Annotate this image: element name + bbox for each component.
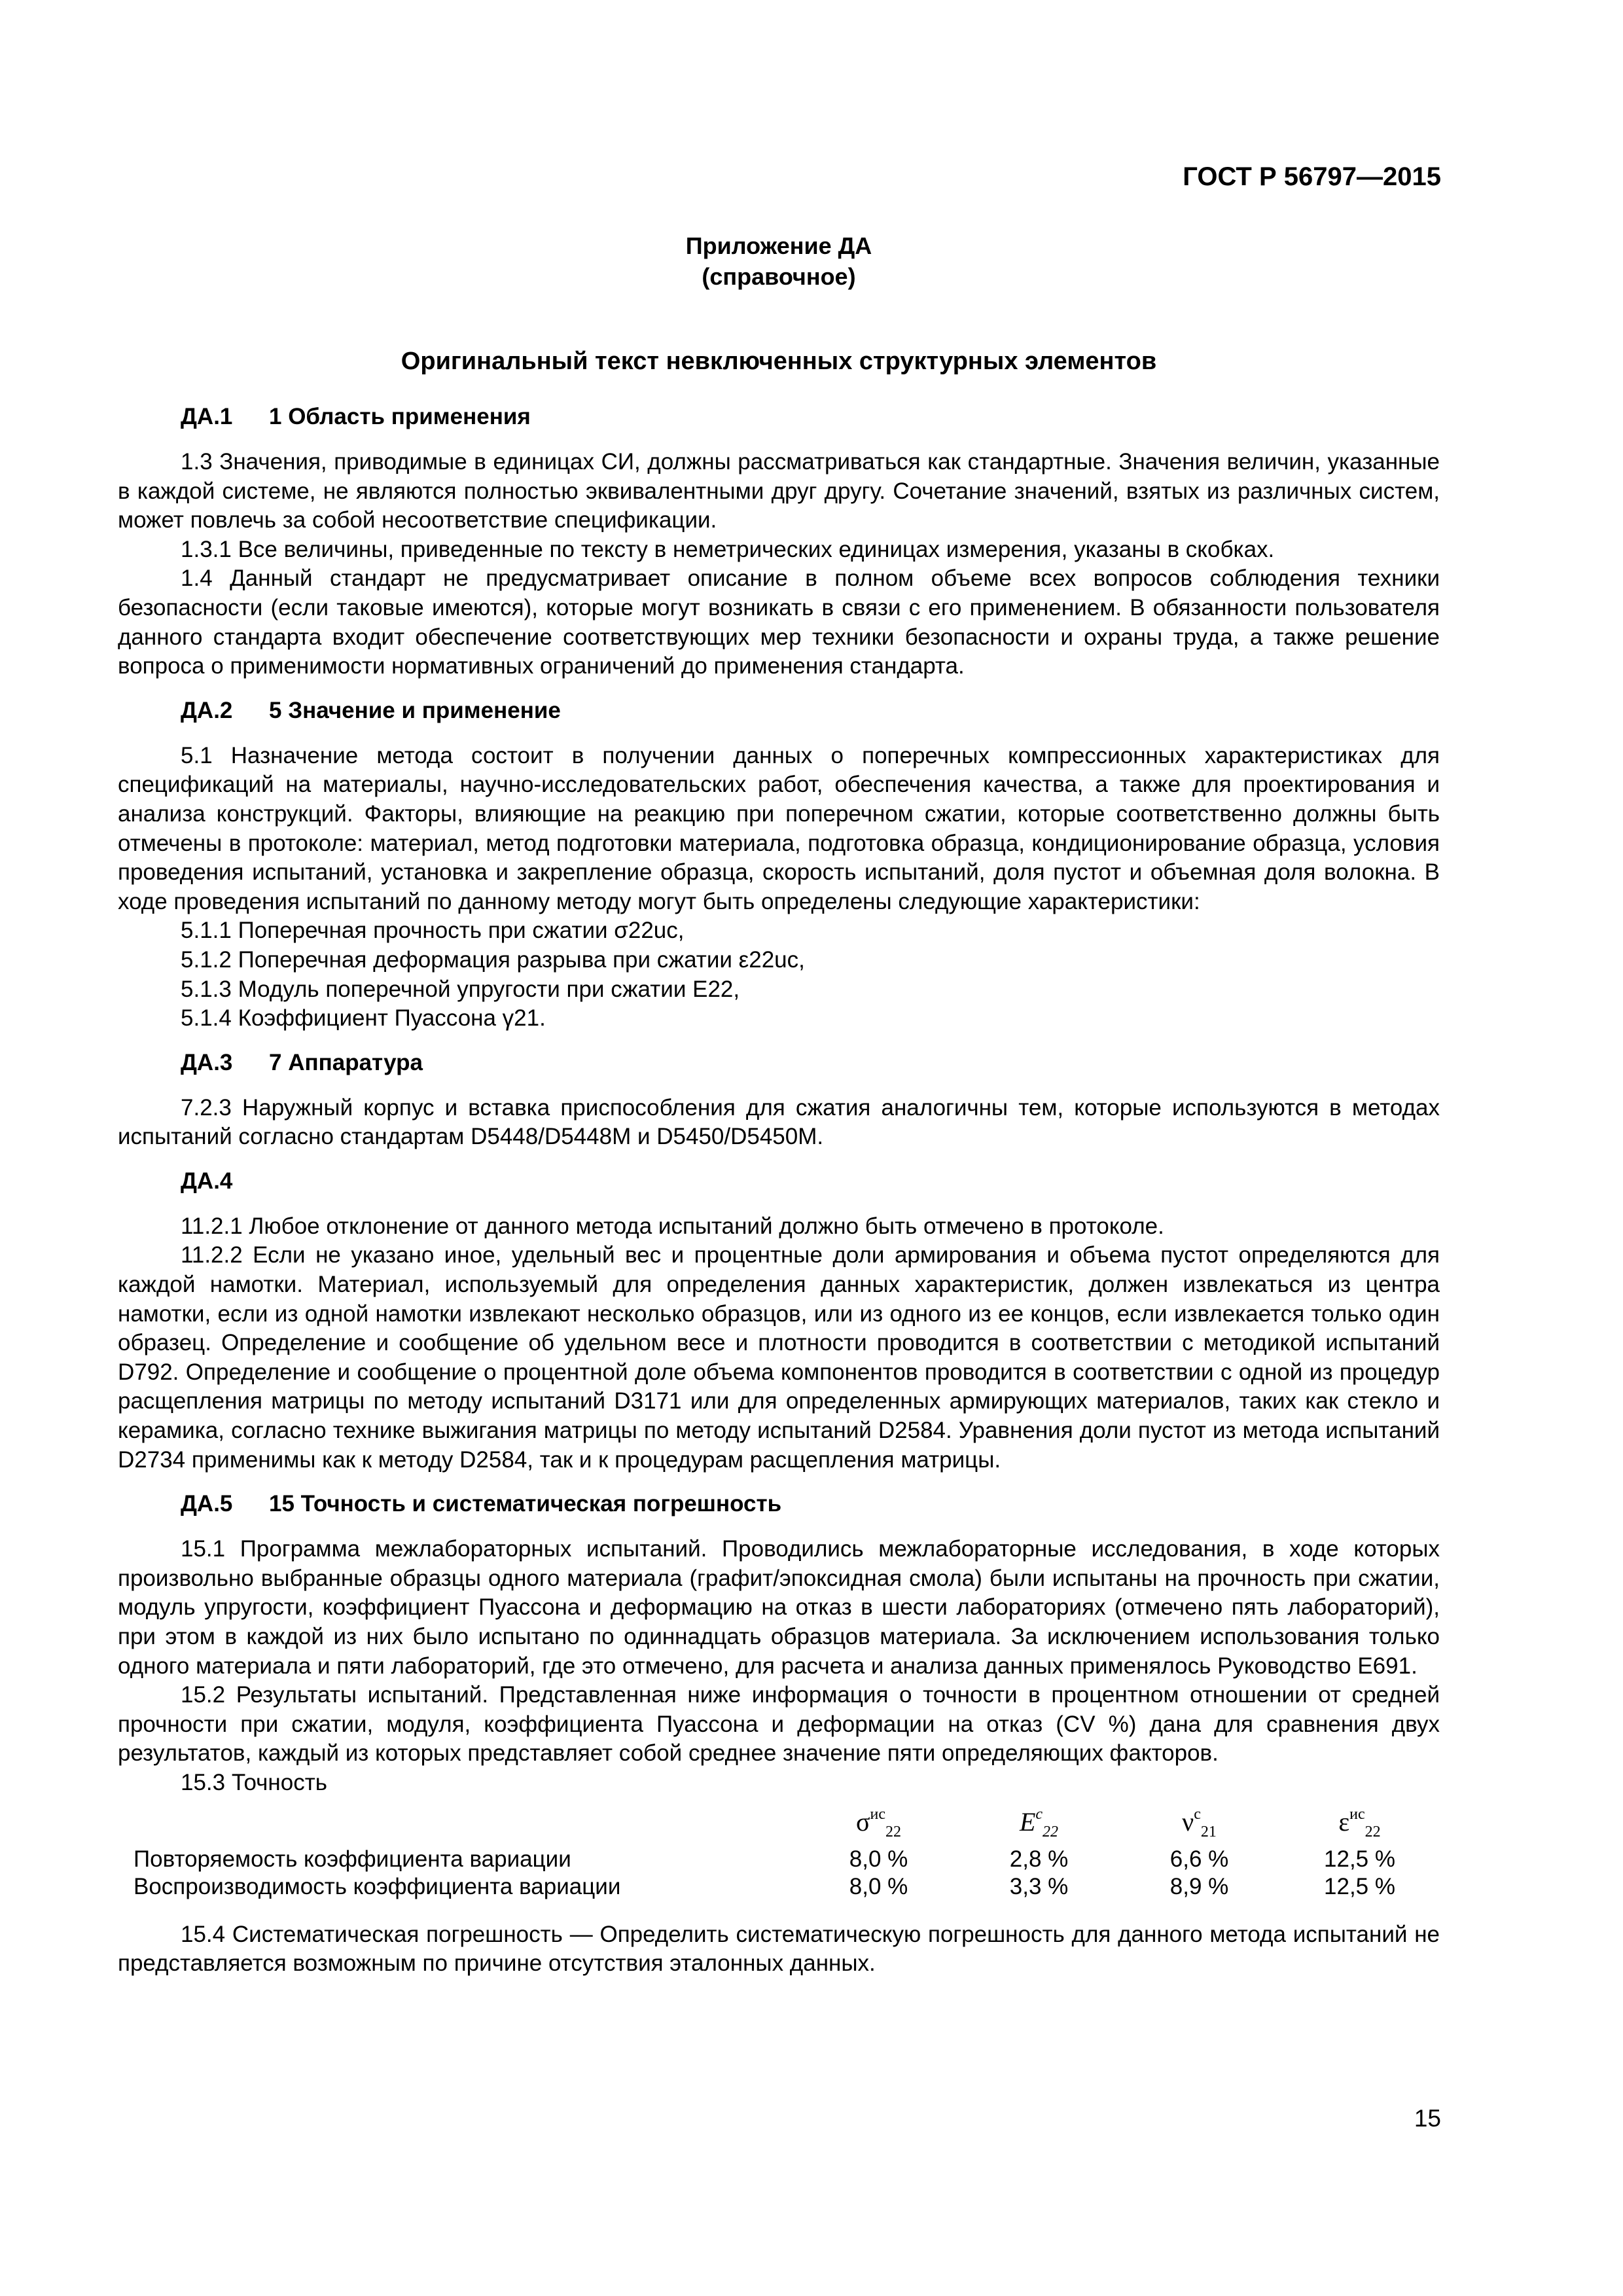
section-title: 5 Значение и применение [269, 697, 561, 723]
header-symbol: ν [1182, 1806, 1194, 1837]
section-number: ДА.2 [181, 697, 233, 723]
paragraph: 1.3.1 Все величины, приведенные по тексту в неметрических единицах измерения, указаны в скобках. [181, 536, 1275, 562]
paragraph: 1.3 Значения, приводимые в единицах СИ, должны рассматриваться как стандартные. Значения величин, указанные в каждой системе, не являются полностью эквивалентными друг другу. Сочетание значений, взятых из различных систем, может повлечь за собой несоответствие спецификации. [118, 449, 1440, 533]
section-heading-da5 [118, 1489, 1440, 1519]
header-symbol: ε [1338, 1806, 1350, 1837]
table-cell: 3,3 % [1009, 1873, 1069, 1899]
paragraph: 15.2 Результаты испытаний. Представленная ниже информация о точности в процентном отношении от средней прочности при сжатии, модуля, коэффициента Пуассона и деформации на отказ (CV %) дана для сравнения двух результатов, каждый из которых представляет собой среднее значение пяти определяющих факторов. [118, 1682, 1440, 1767]
table-row [118, 1873, 1440, 1901]
header-superscript: с [1194, 1805, 1201, 1823]
list-item: 5.1.3 Модуль поперечной упругости при сжатии E22, [181, 976, 740, 1002]
table-cell: 8,0 % [849, 1873, 908, 1899]
paragraph: 5.1 Назначение метода состоит в получении данных о поперечных компрессионных характеристиках для спецификаций на материалы, научно-исследовательских работ, обеспечения качества, а также для проектирования и анализа конструкций. Факторы, влияющие на реакцию при поперечном сжатии, которые соответственно должны быть отмечены в протоколе: материал, метод подготовки материала, подготовка образца, кондиционирование образца, условия проведения испытаний, установка и закрепление образца, скорость испытаний, доля пустот и объемная доля волокна. В ходе проведения испытаний по данному методу могут быть определены следующие характеристики: [118, 742, 1440, 914]
list-item: 5.1.4 Коэффициент Пуассона γ21. [181, 1005, 546, 1031]
paragraph: 1.4 Данный стандарт не предусматривает описание в полном объеме всех вопросов соблюдения техники безопасности (если таковые имеются), которые могут возникать в связи с его применением. В обязанности пользователя данного стандарта входит обеспечение соответствующих мер техники безопасности и охраны труда, а также решение вопроса о применимости нормативных ограничений до применения стандарта. [118, 565, 1440, 679]
page-number: 15 [1414, 2105, 1441, 2132]
header-subscript: 22 [1043, 1823, 1059, 1840]
appendix-status: (справочное) [702, 263, 856, 290]
section-number: ДА.5 [181, 1491, 233, 1517]
header-superscript: ис [1349, 1805, 1365, 1823]
section-heading-da2 [118, 696, 1440, 726]
header-symbol: E [1019, 1806, 1036, 1837]
table-cell: 12,5 % [1324, 1846, 1395, 1872]
section-heading-da1 [118, 402, 1440, 432]
table-cell: 2,8 % [1009, 1846, 1069, 1872]
paragraph: 11.2.1 Любое отклонение от данного метода испытаний должно быть отмечено в протоколе. [181, 1213, 1164, 1239]
paragraph: 15.3 Точность [181, 1769, 327, 1795]
document-id: ГОСТ Р 56797—2015 [1183, 162, 1441, 191]
list-item: 5.1.1 Поперечная прочность при сжатии σ22uc, [181, 918, 685, 944]
main-title: Оригинальный текст невключенных структурных элементов [401, 348, 1157, 375]
row-label: Воспроизводимость коэффициента вариации [134, 1873, 621, 1899]
appendix-title: Приложение ДА [685, 232, 872, 259]
header-subscript: 22 [885, 1823, 902, 1840]
table-header-empty [118, 1803, 798, 1846]
section-number: ДА.1 [181, 404, 233, 429]
section-number: ДА.4 [181, 1168, 233, 1194]
header-superscript: ис [870, 1805, 886, 1823]
table-cell: 12,5 % [1324, 1873, 1395, 1899]
section-title: 7 Аппаратура [269, 1049, 423, 1075]
header-subscript: 21 [1200, 1823, 1217, 1840]
precision-table [118, 1803, 1440, 1901]
paragraph: 15.4 Систематическая погрешность — Определить систематическую погрешность для данного метода испытаний не представляется возможным по причине отсутствия эталонных данных. [118, 1921, 1440, 1977]
header-subscript: 22 [1364, 1823, 1381, 1840]
header-modulus [959, 1803, 1119, 1846]
section-heading-da4 [118, 1166, 1440, 1196]
header-superscript: с [1035, 1805, 1043, 1823]
list-item: 5.1.2 Поперечная деформация разрыва при сжатии ε22uc, [181, 946, 805, 973]
table-row [118, 1846, 1440, 1873]
section-title: 1 Область применения [269, 404, 531, 429]
table-cell: 8,0 % [849, 1846, 908, 1872]
section-heading-da3 [118, 1048, 1440, 1078]
table-header-row [118, 1803, 1440, 1846]
section-title: 15 Точность и систематическая погрешность [269, 1491, 782, 1517]
table-cell: 8,9 % [1169, 1873, 1229, 1899]
header-sigma [798, 1803, 959, 1846]
header-poisson [1119, 1803, 1279, 1846]
paragraph: 7.2.3 Наружный корпус и вставка приспособления для сжатия аналогичны тем, которые используются в методах испытаний согласно стандартам D5448/D5448M и D5450/D5450M. [118, 1094, 1440, 1150]
paragraph: 11.2.2 Если не указано иное, удельный вес и процентные доли армирования и объема пустот определяются для каждой намотки. Материал, используемый для определения данных характеристик, должен извлекаться из центра намотки, если из одной намотки извлекают несколько образцов, или из одного из ее концов, если извлекается только один образец. Определение и сообщение об удельном весе и плотности проводится в соответствии с методикой испытаний D792. Определение и сообщение о процентной доле объема компонентов проводится в соответствии с одной из процедур расщепления матрицы по методу испытаний D3171 или для определенных армирующих материалов, таких как стекло и керамика, согласно технике выжигания матрицы по методу испытаний D2584. Уравнения доли пустот из метода испытаний D2734 применимы как к методу D2584, так и к процедурам расщепления матрицы. [118, 1242, 1440, 1473]
header-strain [1279, 1803, 1440, 1846]
section-number: ДА.3 [181, 1049, 233, 1075]
page-content [118, 164, 1440, 1979]
row-label: Повторяемость коэффициента вариации [134, 1846, 571, 1872]
header-symbol: σ [855, 1806, 870, 1837]
table-cell: 6,6 % [1169, 1846, 1229, 1872]
paragraph: 15.1 Программа межлабораторных испытаний. Проводились межлабораторные исследования, в ходе которых произвольно выбранные образцы одного материала (графит/эпоксидная смола) были испытаны на прочность при сжатии, модуль упругости, коэффициент Пуассона и деформацию на отказ в шести лабораториях (отмечено пять лабораторий), при этом в каждой из них было испытано по одиннадцать образцов материала. За исключением использования только одного материала и пяти лабораторий, где это отмечено, для расчета и анализа данных применялось Руководство E691. [118, 1536, 1440, 1679]
